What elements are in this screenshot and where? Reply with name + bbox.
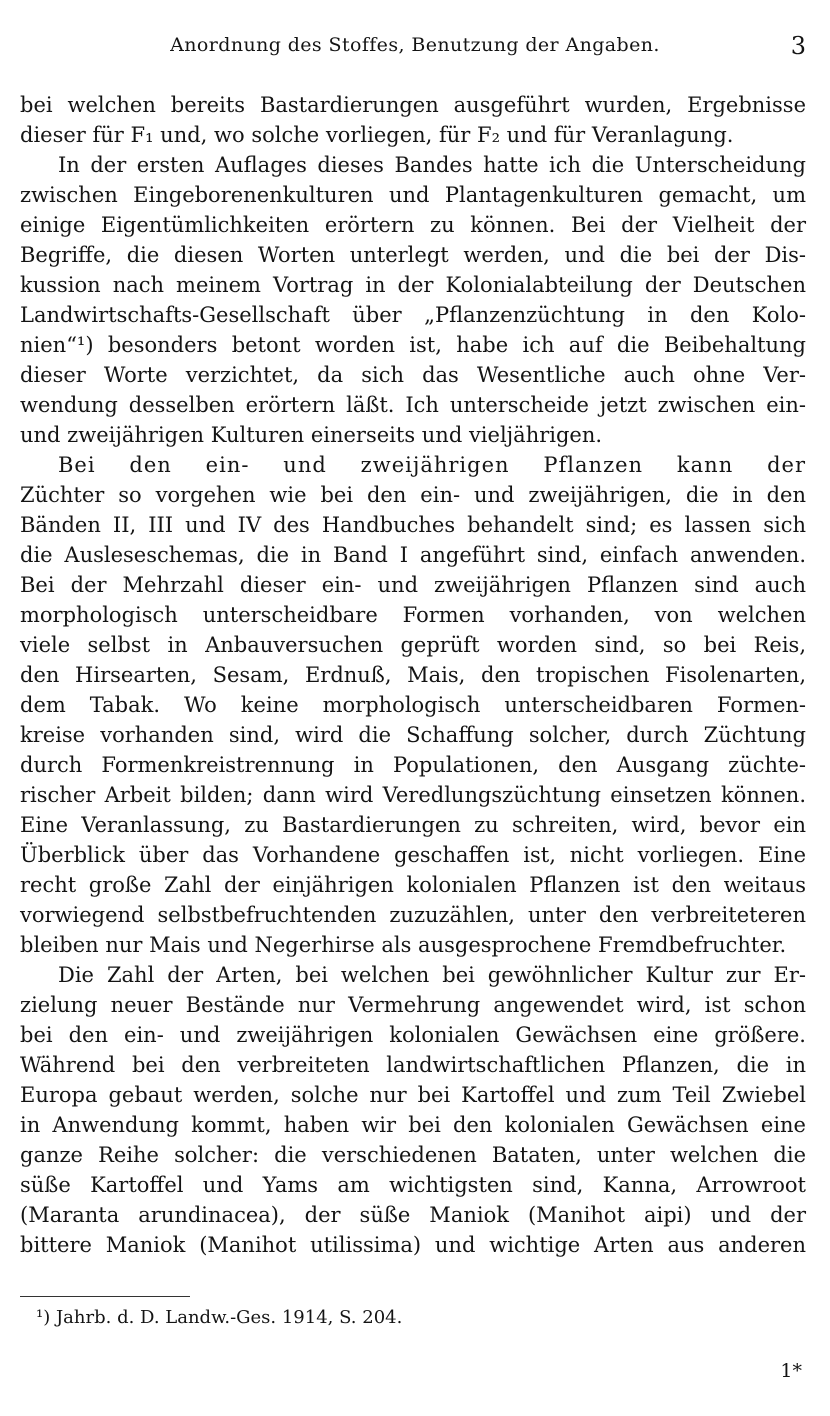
text-line: Landwirtschafts-Gesellschaft über „Pflanzenzüchtung in den Kolo- xyxy=(20,303,806,327)
text-line: Überblick über das Vorhandene geschaffen ist, nicht vorliegen. Eine xyxy=(20,843,806,867)
text-line: kussion nach meinem Vortrag in der Kolonialabteilung der Deutschen xyxy=(20,273,806,297)
text-line: vorwiegend selbstbefruchtenden zuzuzählen, unter den verbreiteteren xyxy=(20,903,806,927)
text-line: Während bei den verbreiteten landwirtschaftlichen Pflanzen, die in xyxy=(20,1053,806,1077)
text-line: kreise vorhanden sind, wird die Schaffung solcher, durch Züchtung xyxy=(20,723,806,747)
text-line: nien“¹) besonders betont worden ist, habe ich auf die Beibehaltung xyxy=(20,333,806,357)
text-line: bleiben nur Mais und Negerhirse als ausgesprochene Fremdbefruchter. xyxy=(20,933,787,957)
text-line: bei welchen bereits Bastardierungen ausgeführt wurden, Ergebnisse xyxy=(20,93,806,117)
signature-mark: 1* xyxy=(780,1360,802,1382)
text-line: Die Zahl der Arten, bei welchen bei gewöhnlicher Kultur zur Er- xyxy=(58,963,806,987)
text-line: Eine Veranlassung, zu Bastardierungen zu schreiten, wird, bevor ein xyxy=(20,813,806,837)
text-line: zielung neuer Bestände nur Vermehrung angewendet wird, ist schon xyxy=(20,993,806,1017)
running-head xyxy=(0,34,830,68)
text-line: zwischen Eingeborenenkulturen und Plantagenkulturen gemacht, um xyxy=(20,183,806,207)
text-line: dem Tabak. Wo keine morphologisch unterscheidbaren Formen- xyxy=(20,693,806,717)
text-line: wendung desselben erörtern läßt. Ich unterscheide jetzt zwischen ein- xyxy=(20,393,806,417)
text-line: (Maranta arundinacea), der süße Maniok (Manihot aipi) und der xyxy=(20,1203,806,1227)
text-line: einige Eigentümlichkeiten erörtern zu können. Bei der Vielheit der xyxy=(20,213,806,237)
text-line: viele selbst in Anbauversuchen geprüft worden sind, so bei Reis, xyxy=(20,633,806,657)
text-line: dieser für F₁ und, wo solche vorliegen, für F₂ und für Veranlagung. xyxy=(20,123,734,147)
text-line: bei den ein- und zweijährigen kolonialen Gewächsen eine größere. xyxy=(20,1023,806,1047)
text-line: den Hirsearten, Sesam, Erdnuß, Mais, den tropischen Fisolenarten, xyxy=(20,663,806,687)
text-line: in Anwendung kommt, haben wir bei den kolonialen Gewächsen eine xyxy=(20,1113,806,1137)
text-line: und zweijährigen Kulturen einerseits und vieljährigen. xyxy=(20,423,603,447)
text-line: Bei den ein- und zweijährigen Pflanzen kann der xyxy=(58,453,806,477)
text-line: dieser Worte verzichtet, da sich das Wesentliche auch ohne Ver- xyxy=(20,363,806,387)
text-line: Begriffe, die diesen Worten unterlegt werden, und die bei der Dis- xyxy=(20,243,806,267)
text-line: rischer Arbeit bilden; dann wird Veredlungszüchtung einsetzen können. xyxy=(20,783,806,807)
text-line: Europa gebaut werden, solche nur bei Kartoffel und zum Teil Zwiebel xyxy=(20,1083,806,1107)
text-line: recht große Zahl der einjährigen kolonialen Pflanzen ist den weitaus xyxy=(20,873,806,897)
footnote-divider xyxy=(20,1296,190,1297)
running-title: Anordnung des Stoffes, Benutzung der Angaben. xyxy=(170,34,660,56)
text-line: Züchter so vorgehen wie bei den ein- und zweijährigen, die in den xyxy=(20,483,806,507)
text-line: süße Kartoffel und Yams am wichtigsten sind, Kanna, Arrowroot xyxy=(20,1173,806,1197)
text-line: die Ausleseschemas, die in Band I angeführt sind, einfach anwenden. xyxy=(20,543,806,567)
text-line: Bänden II, III und IV des Handbuches behandelt sind; es lassen sich xyxy=(20,513,806,537)
body-text xyxy=(20,90,806,1260)
page-number: 3 xyxy=(790,32,806,60)
text-line: bittere Maniok (Manihot utilissima) und wichtige Arten aus anderen xyxy=(20,1233,806,1257)
text-line: ganze Reihe solcher: die verschiedenen Bataten, unter welchen die xyxy=(20,1143,806,1167)
text-line: Bei der Mehrzahl dieser ein- und zweijährigen Pflanzen sind auch xyxy=(20,573,806,597)
footnote: ¹) Jahrb. d. D. Landw.-Ges. 1914, S. 204. xyxy=(36,1307,403,1328)
text-line: morphologisch unterscheidbare Formen vorhanden, von welchen xyxy=(20,603,806,627)
text-line: In der ersten Auflages dieses Bandes hatte ich die Unterscheidung xyxy=(58,153,806,177)
text-line: durch Formenkreistrennung in Populationen, den Ausgang züchte- xyxy=(20,753,806,777)
